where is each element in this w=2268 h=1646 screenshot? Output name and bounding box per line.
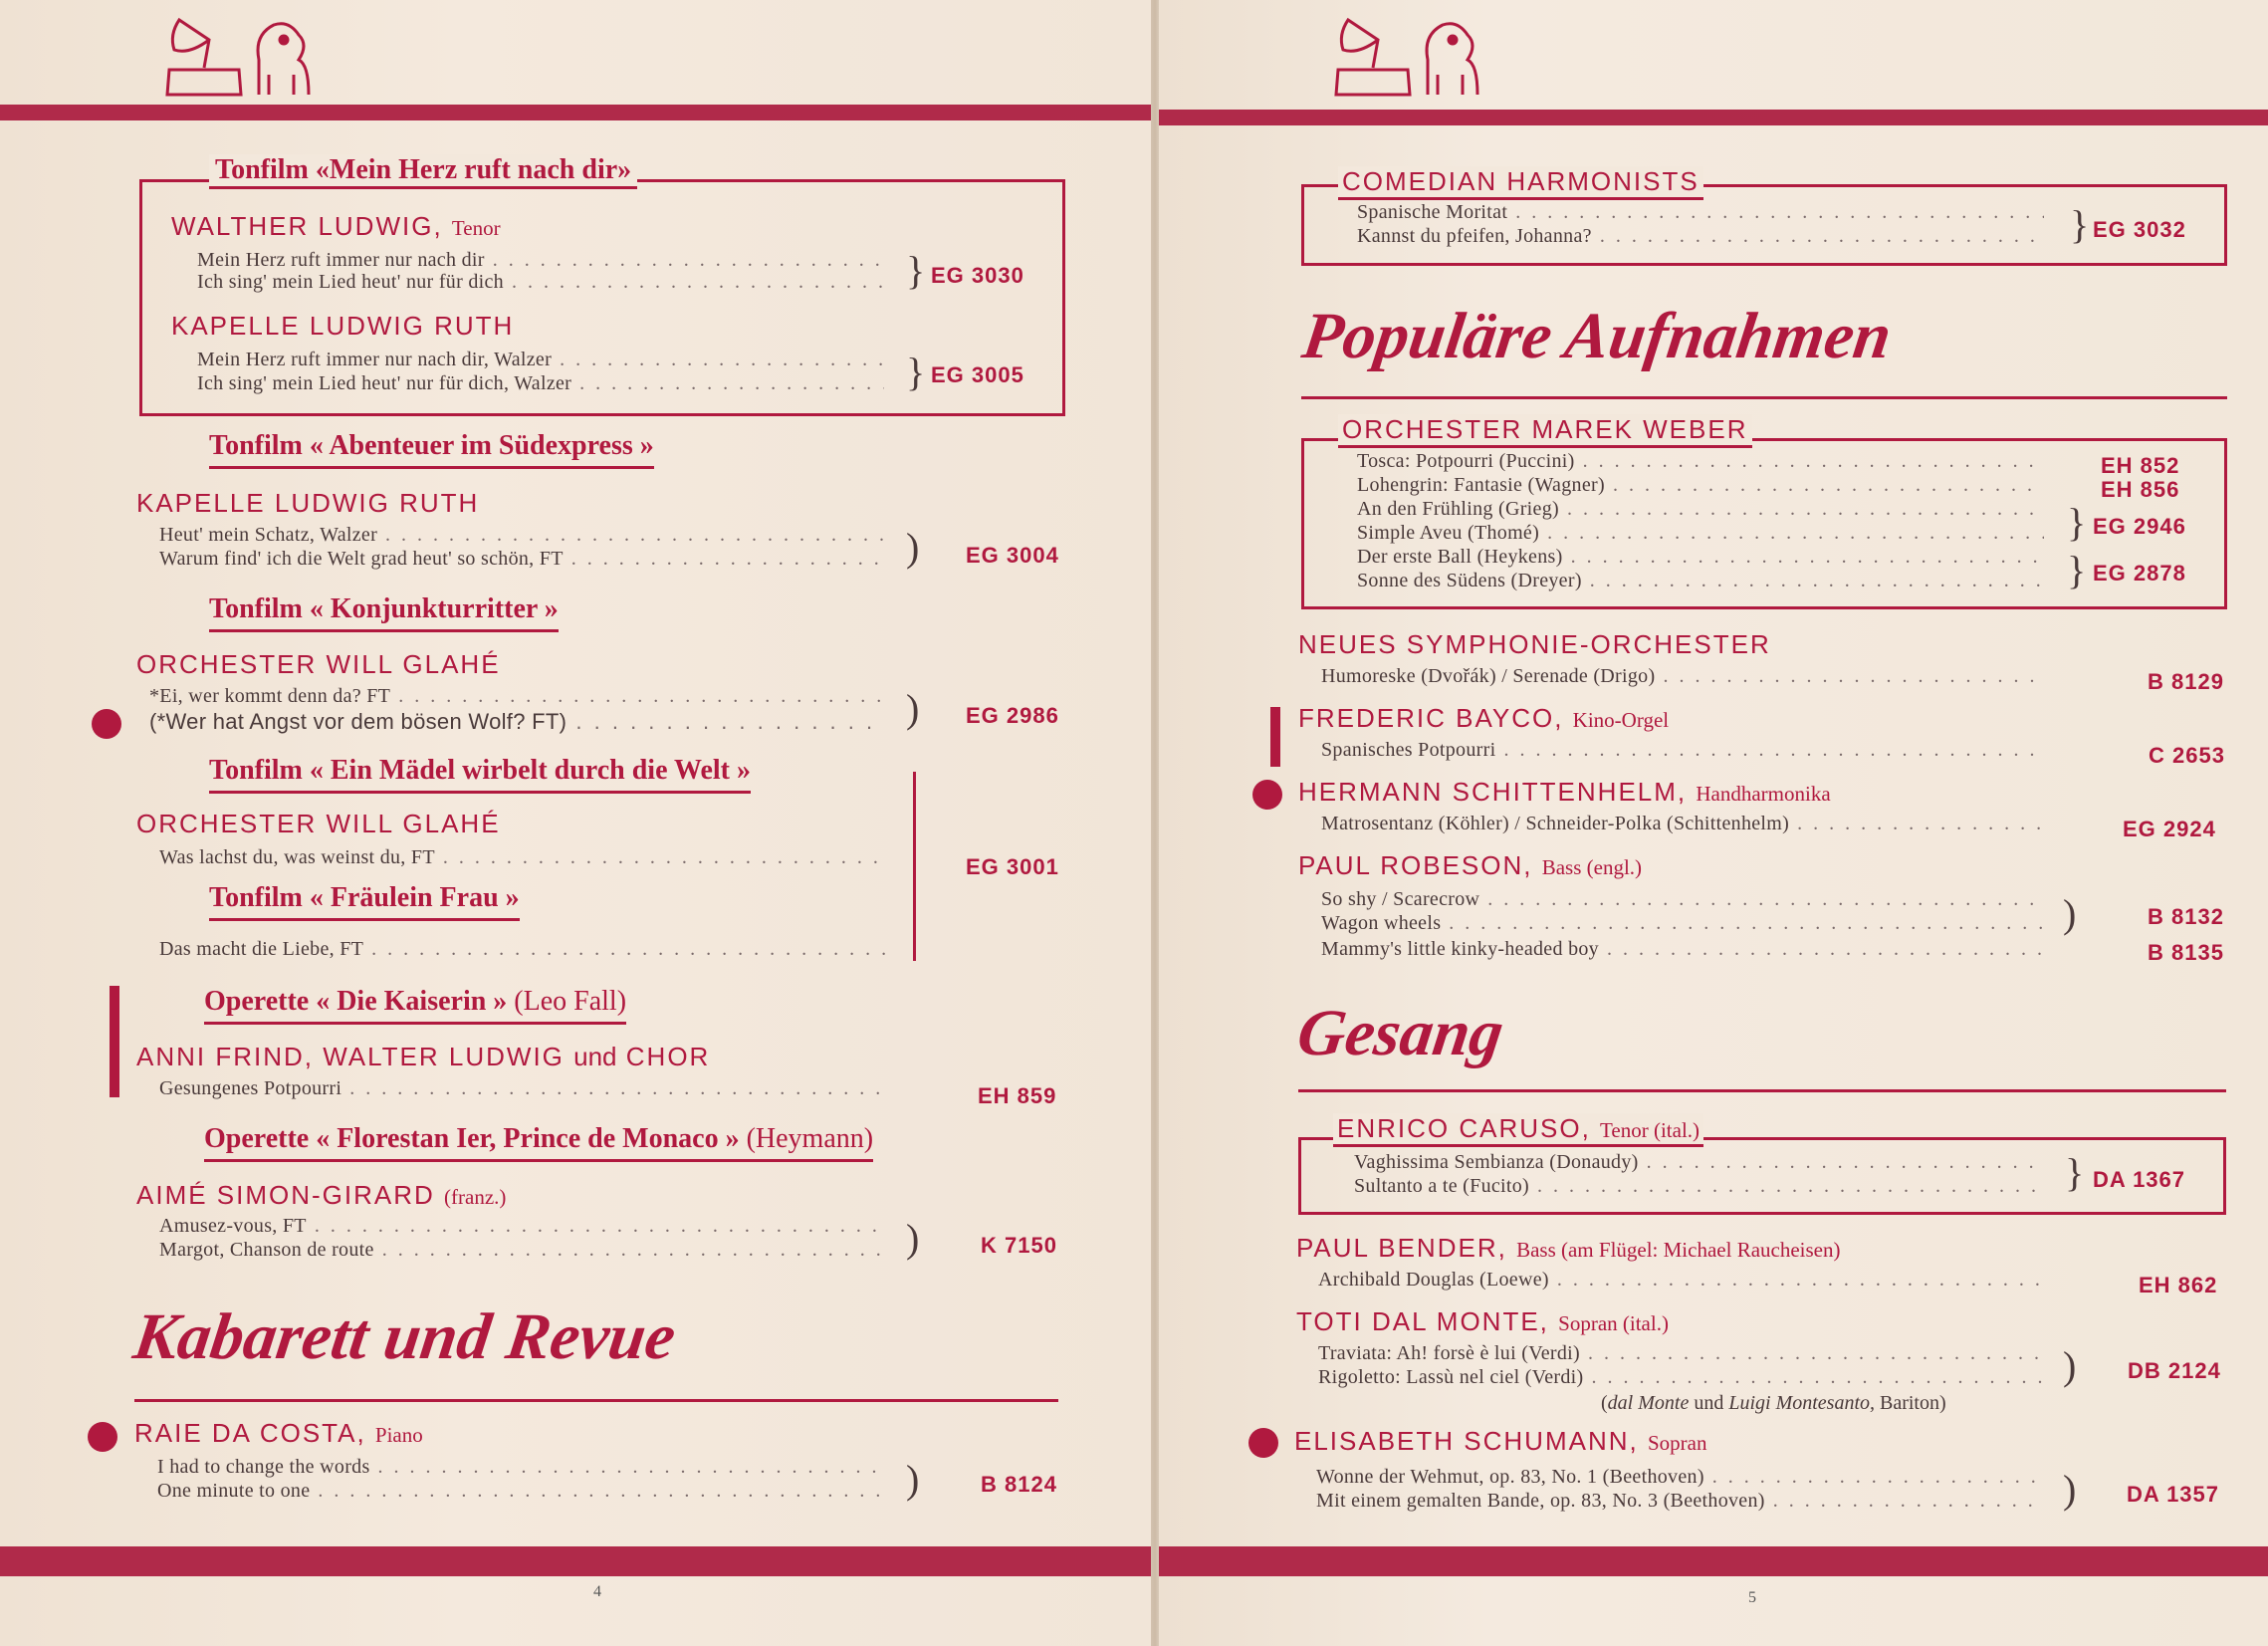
track-title: Lohengrin: Fantasie (Wagner) . . . [1357,474,2044,497]
track-title: Sonne des Südens (Dreyer) . . . [1357,570,2044,592]
artist-name: NEUES SYMPHONIE-ORCHESTER [1298,629,1771,659]
track-title: Simple Aveu (Thomé) . . . [1357,522,2044,545]
track-title: So shy / Scarecrow . . . [1321,888,2043,911]
top-rule [0,105,1151,120]
track-title: Was lachst du, was weinst du, FT . . . [159,846,886,869]
section-heading: Kabarett und Revue [128,1300,680,1373]
catalog-number: DB 2124 [2128,1358,2221,1383]
credit-note: (dal Monte und Luigi Montesanto, Bariton) [1601,1392,1946,1414]
film-title: Tonfilm «Mein Herz ruft nach dir» [209,154,637,189]
track-title: Ich sing' mein Lied heut' nur für dich, Walzer . . . [197,372,884,395]
track-title: Warum find' ich die Welt grad heut' so schön, FT . . . [159,548,886,571]
catalog-number: B 8132 [2148,904,2224,929]
film-title: Operette « Die Kaiserin » (Leo Fall) [204,986,626,1025]
artist-name: RAIE DA COSTA, Piano [134,1418,423,1448]
track-title: Traviata: Ah! forsè è lui (Verdi) . . . [1318,1342,2043,1365]
right-page [1159,0,2268,1646]
gramophone-dog-logo-icon [1318,10,1497,105]
artist-name: ELISABETH SCHUMANN, Sopran [1294,1426,1707,1456]
brace: } [2067,548,2087,592]
catalog-number: B 8129 [2148,669,2224,694]
top-rule [1159,110,2268,125]
artist-name: HERMANN SCHITTENHELM, Handharmonika [1298,777,1831,807]
vertical-bar-marker-icon [110,986,119,1097]
gramophone-dog-logo-icon [149,10,329,105]
catalog-number: K 7150 [981,1233,1057,1258]
vertical-bar-marker-icon [1270,707,1280,767]
artist-name: ORCHESTER WILL GLAHÉ [136,649,501,679]
catalog-number: EG 2986 [966,703,1059,728]
bracket-line [913,772,916,961]
catalog-number: EG 3032 [2093,217,2186,242]
track-title: Das macht die Liebe, FT . . . [159,938,886,961]
brace: } [2067,500,2087,545]
catalog-number: EG 2946 [2093,514,2186,539]
red-dot-marker-icon [92,709,121,739]
track-title: Wagon wheels . . . [1321,912,2043,935]
track-title: Vaghissima Sembianza (Donaudy) . . . [1354,1151,2041,1174]
track-title: An den Frühling (Grieg) . . . [1357,498,2044,521]
film-title: Tonfilm « Fräulein Frau » [209,882,520,921]
track-title: Archibald Douglas (Loewe) . . . [1318,1269,2043,1292]
red-dot-marker-icon [88,1422,117,1452]
catalog-number: EH 859 [978,1083,1057,1108]
catalog-number: EG 2924 [2123,817,2216,841]
catalog-number: B 8124 [981,1472,1057,1497]
section-rule [134,1399,1058,1402]
catalog-number: B 8135 [2148,940,2224,965]
red-dot-marker-icon [1248,1428,1278,1458]
film-title: Operette « Florestan Ier, Prince de Monaco » (Heymann) [204,1123,873,1162]
brace: } [906,350,926,394]
artist-name: TOTI DAL MONTE, Sopran (ital.) [1296,1306,1669,1336]
film-title: Tonfilm « Konjunkturritter » [209,593,559,632]
artist-name: ENRICO CARUSO, Tenor (ital.) [1333,1113,1703,1147]
catalog-number: EG 3001 [966,854,1059,879]
track-title: Wonne der Wehmut, op. 83, No. 1 (Beethoven) . . . [1316,1466,2043,1489]
artist-name: KAPELLE LUDWIG RUTH [136,488,480,518]
track-title: Margot, Chanson de route . . . [159,1239,886,1262]
section-heading: Gesang [1292,997,1508,1069]
artist-name: COMEDIAN HARMONISTS [1338,166,1703,200]
artist-name: FREDERIC BAYCO, Kino-Orgel [1298,703,1670,733]
track-title: Mit einem gemalten Bande, op. 83, No. 3 (Beethoven) . . . [1316,1490,2043,1513]
track-title: Tosca: Potpourri (Puccini) . . . [1357,450,2044,473]
track-title: Amusez-vous, FT . . . [159,1215,886,1238]
catalog-number: EG 2878 [2093,561,2186,586]
catalog-number: EG 3004 [966,543,1059,568]
track-title: Matrosentanz (Köhler) / Schneider-Polka (Schittenhelm) . . . [1321,813,2043,835]
track-title: Ich sing' mein Lied heut' nur für dich . . . [197,271,884,294]
artist-name: PAUL BENDER, Bass (am Flügel: Michael Raucheisen) [1296,1233,1841,1263]
brace: } [2065,1150,2085,1195]
brace: ) [906,1216,920,1261]
brace: } [2070,202,2090,247]
page-number: 4 [593,1583,601,1600]
artist-name: ORCHESTER MAREK WEBER [1338,414,1752,448]
track-title: Spanische Moritat . . . [1357,201,2044,224]
catalog-number: DA 1367 [2093,1167,2186,1192]
brace: ) [906,525,920,570]
catalog-number: DA 1357 [2127,1482,2220,1507]
section-heading: Populäre Aufnahmen [1297,300,1897,372]
page-number: 5 [1748,1589,1756,1606]
artist-name: ORCHESTER WILL GLAHÉ [136,809,501,838]
brace: ) [906,686,920,731]
catalog-number: EG 3005 [931,362,1024,387]
track-title: Sultanto a te (Fucito) . . . [1354,1175,2041,1198]
artist-name: KAPELLE LUDWIG RUTH [171,311,515,341]
bottom-rule [0,1546,1151,1576]
catalog-number: EH 852 [2101,453,2180,478]
film-title: Tonfilm « Abenteuer im Südexpress » [209,430,654,469]
red-dot-marker-icon [1252,780,1282,810]
track-title: Spanisches Potpourri . . . [1321,739,2043,762]
section-rule [1301,396,2227,399]
section-rule [1298,1089,2226,1092]
track-title: Gesungenes Potpourri . . . [159,1077,886,1100]
bottom-rule [1159,1546,2268,1576]
brace: ) [2063,1343,2077,1388]
artist-name: AIMÉ SIMON-GIRARD (franz.) [136,1180,507,1210]
track-title: I had to change the words . . . [157,1456,884,1479]
brace: ) [2063,891,2077,936]
track-title: Rigoletto: Lassù nel ciel (Verdi) . . . [1318,1366,2043,1389]
artist-name: PAUL ROBESON, Bass (engl.) [1298,850,1643,880]
track-title: Heut' mein Schatz, Walzer . . . [159,524,886,547]
brace: } [906,248,926,293]
track-title: (*Wer hat Angst vor dem bösen Wolf? FT) . . . [149,709,886,735]
brace: ) [906,1457,920,1502]
artist-name: WALTHER LUDWIG, Tenor [171,211,501,241]
track-title: Der erste Ball (Heykens) . . . [1357,546,2044,569]
track-title: Kannst du pfeifen, Johanna? . . . [1357,225,2044,248]
track-title: Mein Herz ruft immer nur nach dir, Walzer . . . [197,349,884,371]
track-title: Humoreske (Dvořák) / Serenade (Drigo) . . . [1321,665,2043,688]
catalog-number: C 2653 [2149,743,2225,768]
catalog-number: EH 856 [2101,477,2180,502]
track-title: Mein Herz ruft immer nur nach dir . . . [197,249,884,272]
track-title: *Ei, wer kommt denn da? FT . . . [149,685,886,708]
catalog-number: EH 862 [2139,1273,2218,1297]
film-title: Tonfilm « Ein Mädel wirbelt durch die Welt » [209,755,751,794]
artist-name: ANNI FRIND, WALTER LUDWIG und CHOR [136,1042,711,1071]
track-title: One minute to one . . . [157,1480,884,1503]
brace: ) [2063,1467,2077,1512]
track-title: Mammy's little kinky-headed boy . . . [1321,938,2043,961]
catalog-number: EG 3030 [931,263,1024,288]
